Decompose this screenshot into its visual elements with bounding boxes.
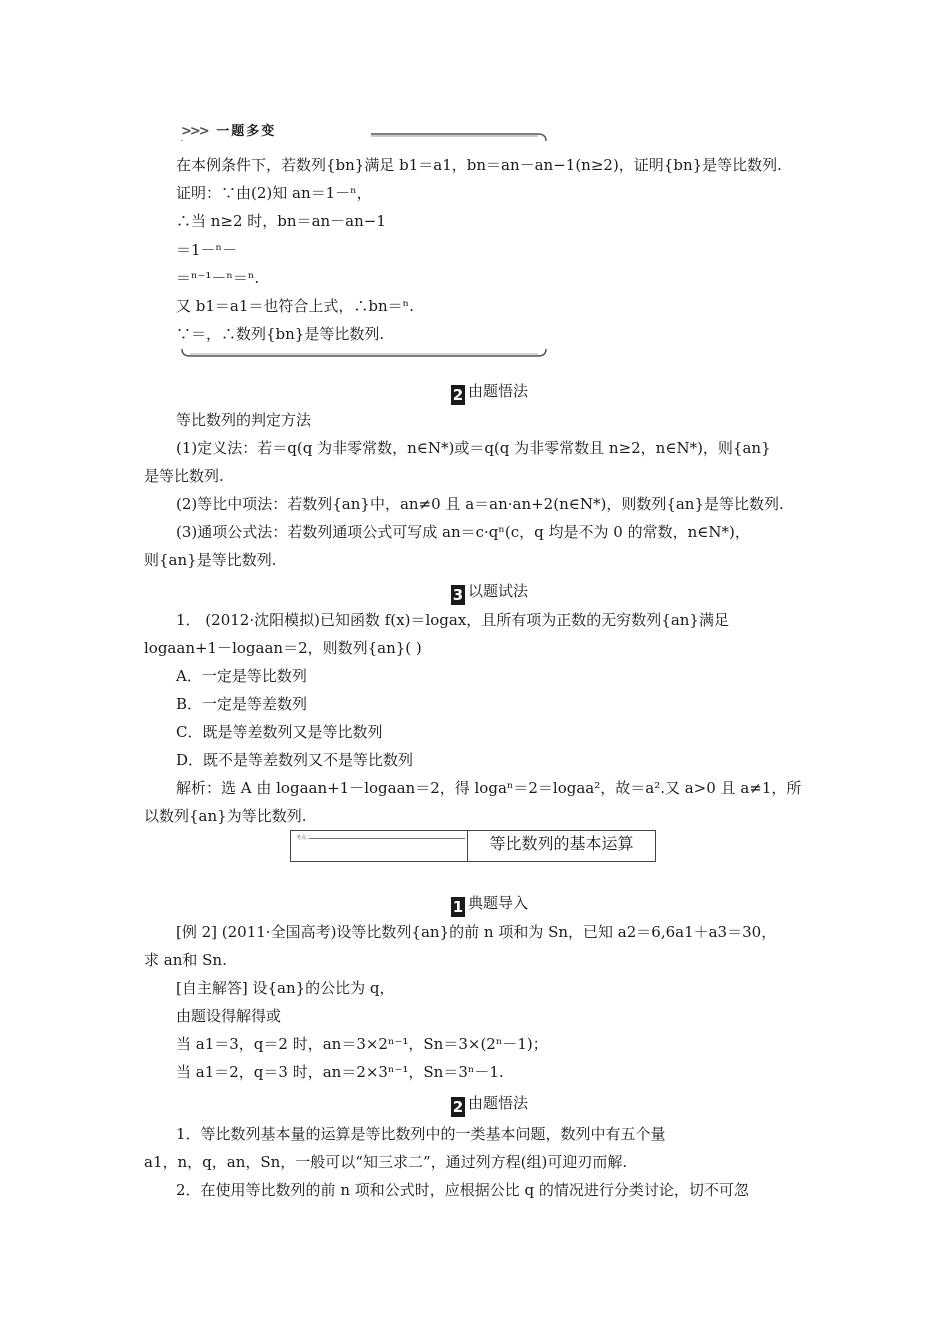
variation-line: 在本例条件下，若数列{bn}满足 b1＝a1，bn＝an－an−1(n≥2)，证明{bn}是等比数列. [176, 156, 782, 174]
variation-box-title [181, 124, 371, 140]
topic-title: 等比数列的基本运算 [489, 834, 634, 853]
body-line: 则{an}是等比数列. [144, 551, 277, 569]
variation-line: 又 b1＝a1＝也符合上式，∴bn＝ⁿ. [176, 297, 414, 315]
section-heading [451, 380, 528, 405]
variation-title-text: 一题多变 [216, 124, 277, 139]
variation-line: ∵＝，∴数列{bn}是等比数列. [176, 325, 385, 343]
chevrons-icon: >>> [181, 124, 208, 139]
answer-line: 当 a1＝3，q＝2 时，an＝3×2ⁿ⁻¹，Sn＝3×(2ⁿ－1)； [176, 1035, 548, 1053]
section-heading-label: 以题试法 [468, 582, 529, 600]
section-heading-label: 由题悟法 [468, 1094, 529, 1112]
variation-box-bottom-rule [180, 348, 548, 358]
section-heading-label: 典题导入 [468, 894, 529, 912]
example-line: 求 an和 Sn. [144, 951, 227, 969]
body-line: 是等比数列. [144, 467, 224, 485]
body-line: a1，n，q，an，Sn，一般可以“知三求二”，通过列方程(组)可迎刃而解. [144, 1153, 628, 1171]
body-line: 2．在使用等比数列的前 n 项和公式时，应根据公比 q 的情况进行分类讨论，切不可忽 [176, 1181, 749, 1199]
option-c: C．既是等差数列又是等比数列 [176, 723, 383, 741]
body-line: 1．等比数列基本量的运算是等比数列中的一类基本问题，数列中有五个量 [176, 1125, 666, 1143]
section-heading [451, 1092, 528, 1117]
section-heading [451, 580, 528, 605]
section-number-badge: 2 [452, 1098, 464, 1116]
topic-small-label: 考点二 [296, 835, 312, 841]
answer-line: [自主解答] 设{an}的公比为 q， [176, 979, 395, 997]
topic-rule [309, 838, 465, 839]
variation-line: ∴当 n≥2 时，bn＝an－an−1 [176, 212, 386, 230]
section-number-badge: 2 [452, 386, 464, 404]
solution-line: 解析：选 A 由 logaan+1－logaan＝2，得 logaⁿ＝2＝logaa²，故＝a².又 a>0 且 a≠1，所 [176, 779, 802, 797]
topic-header-table [290, 830, 656, 862]
option-b: B．一定是等差数列 [176, 695, 308, 713]
question-line: logaan+1－logaan＝2，则数列{an}( ) [144, 639, 422, 657]
question-line: 1． (2012·沈阳模拟)已知函数 f(x)＝logax，且所有项为正数的无穷数列{an}满足 [176, 611, 729, 629]
variation-line: ＝1－ⁿ－ [176, 241, 238, 259]
body-line: (3)通项公式法：若数列通项公式可写成 an＝c·qⁿ(c，q 均是不为 0 的常数，n∈N*)， [176, 523, 750, 541]
answer-line: 当 a1＝2，q＝3 时，an＝2×3ⁿ⁻¹，Sn＝3ⁿ－1. [176, 1063, 504, 1081]
body-line: (1)定义法：若＝q(q 为非零常数，n∈N*)或＝q(q 为非零常数且 n≥2，n∈N*)，则{an} [176, 439, 771, 457]
solution-line: 以数列{an}为等比数列. [144, 807, 307, 825]
section-number-badge: 3 [452, 586, 464, 604]
variation-line: ＝ⁿ⁻¹－ⁿ＝ⁿ. [176, 269, 260, 287]
option-a: A．一定是等比数列 [176, 667, 307, 685]
variation-line: 证明：∵由(2)知 an＝1－ⁿ， [176, 184, 372, 202]
answer-line: 由题设得解得或 [176, 1007, 282, 1025]
body-line: (2)等比中项法：若数列{an}中，an≠0 且 a＝an·an+2(n∈N*)，则数列{an}是等比数列. [176, 495, 784, 513]
section-heading [451, 892, 528, 917]
section-number-badge: 1 [452, 898, 464, 916]
body-line: 等比数列的判定方法 [176, 411, 312, 429]
option-d: D．既不是等差数列又不是等比数列 [176, 751, 414, 769]
topic-label-cell [291, 831, 468, 861]
section-heading-label: 由题悟法 [468, 382, 529, 400]
example-line: [例 2] (2011·全国高考)设等比数列{an}的前 n 项和为 Sn，已知 a2＝6,6a1＋a3＝30， [176, 923, 777, 941]
